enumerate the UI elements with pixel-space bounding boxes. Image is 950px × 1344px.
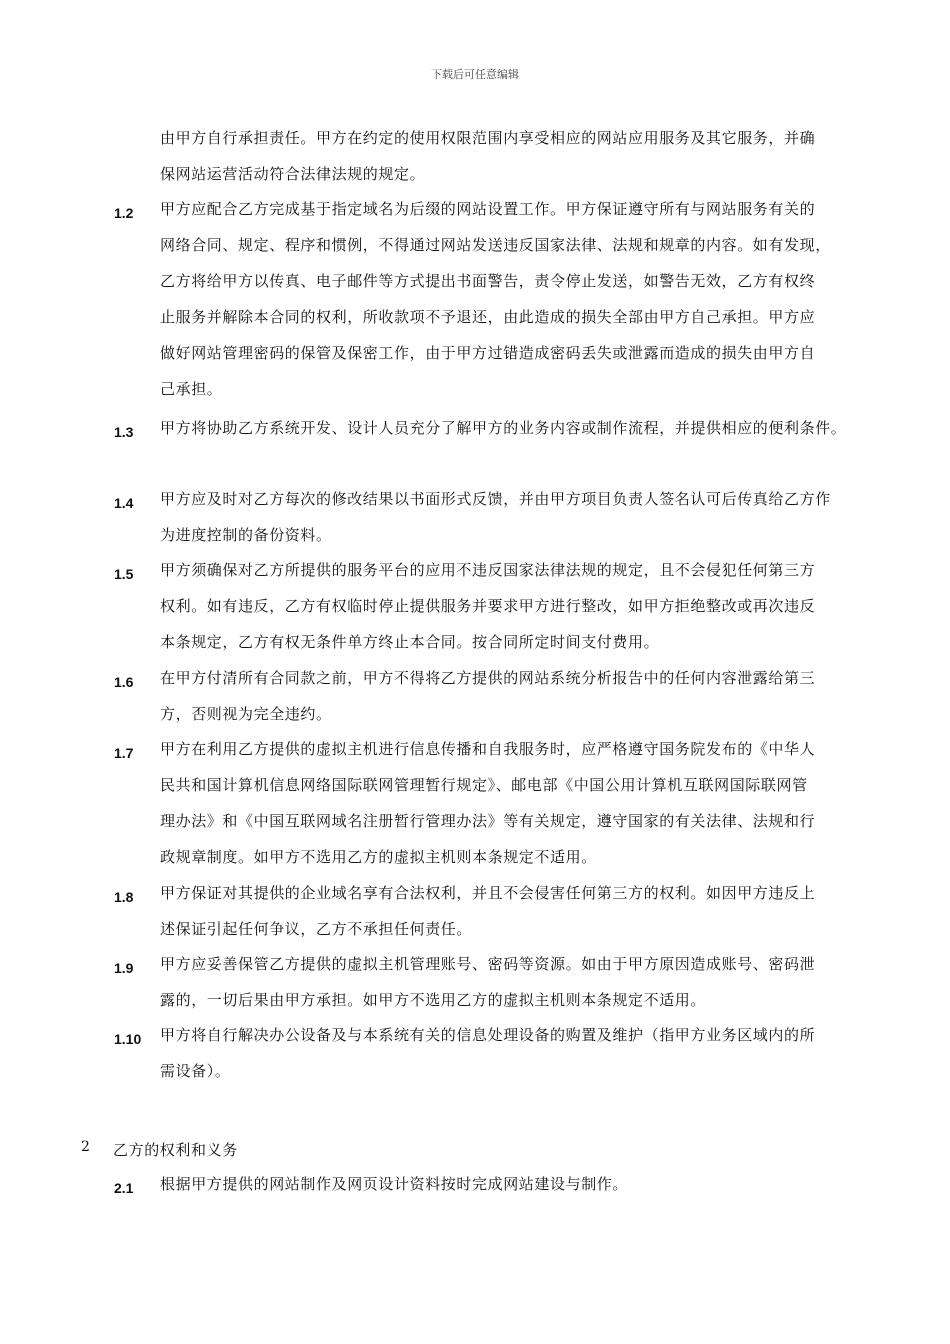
clause-line: 网络合同、规定、程序和惯例，不得通过网站发送违反国家法律、法规和规章的内容。如有发现， — [160, 236, 831, 254]
clause-number: 1.10 — [114, 1031, 142, 1047]
clause-number: 1.2 — [114, 205, 134, 221]
clause-line: 理办法》和《中国互联网域名注册暂行管理办法》等有关规定，遵守国家的有关法律、法规和行 — [160, 812, 816, 830]
clause-line: 述保证引起任何争议，乙方不承担任何责任。 — [160, 920, 473, 938]
clause-line: 根据甲方提供的网站制作及网页设计资料按时完成网站建设与制作。 — [160, 1175, 629, 1193]
clause-number: 1.9 — [114, 960, 134, 976]
clause-line: 做好网站管理密码的保管及保密工作，由于甲方过错造成密码丢失或泄露而造成的损失由甲方自 — [160, 344, 816, 362]
clause-number: 1.3 — [114, 424, 134, 440]
clause-line: 本条规定，乙方有权无条件单方终止本合同。按合同所定时间支付费用。 — [160, 633, 660, 651]
clause-line: 民共和国计算机信息网络国际联网管理暂行规定》、邮电部《中国公用计算机互联网国际联网管 — [160, 776, 808, 794]
clause-line: 权利。如有违反，乙方有权临时停止提供服务并要求甲方进行整改，如甲方拒绝整改或再次违反 — [160, 597, 816, 615]
clause-number: 1.7 — [114, 745, 134, 761]
clause-line: 露的，一切后果由甲方承担。如甲方不选用乙方的虚拟主机则本条规定不适用。 — [160, 991, 707, 1009]
clause-line: 甲方应及时对乙方每次的修改结果以书面形式反馈，并由甲方项目负责人签名认可后传真给乙方作 — [160, 490, 831, 508]
page-header: 下载后可任意编辑 — [431, 68, 519, 81]
clause-line: 方，否则视为完全违约。 — [160, 705, 332, 723]
clause-number: 1.4 — [114, 495, 134, 511]
clause-number: 1.5 — [114, 566, 134, 582]
clause-line: 甲方须确保对乙方所提供的服务平台的应用不违反国家法律法规的规定，且不会侵犯任何第三方 — [160, 561, 816, 579]
clause-line: 为进度控制的备份资料。 — [160, 526, 332, 544]
clause-line: 政规章制度。如甲方不选用乙方的虚拟主机则本条规定不适用。 — [160, 848, 597, 866]
clause-line: 甲方保证对其提供的企业域名享有合法权利，并且不会侵害任何第三方的权利。如因甲方违反上 — [160, 884, 816, 902]
clause-line: 甲方在利用乙方提供的虚拟主机进行信息传播和自我服务时，应严格遵守国务院发布的《中华人 — [160, 740, 816, 758]
clause-line: 甲方将自行解决办公设备及与本系统有关的信息处理设备的购置及维护（指甲方业务区域内的所 — [160, 1026, 816, 1044]
clause-number: 1.8 — [114, 889, 134, 905]
section-number: 2 — [81, 1139, 90, 1155]
clause-line: 甲方将协助乙方系统开发、设计人员充分了解甲方的业务内容或制作流程，并提供相应的便利条件。 — [160, 419, 847, 437]
clause-line: 乙方将给甲方以传真、电子邮件等方式提出书面警告，责令停止发送，如警告无效，乙方有权终 — [160, 272, 816, 290]
clause-line: 己承担。 — [160, 380, 223, 398]
clause-line: 由甲方自行承担责任。甲方在约定的使用权限范围内享受相应的网站应用服务及其它服务，并确 — [160, 129, 816, 147]
clause-line: 需设备）。 — [160, 1062, 231, 1080]
clause-line: 止服务并解除本合同的权利，所收款项不予退还，由此造成的损失全部由甲方自己承担。甲方应 — [160, 308, 816, 326]
section-title: 乙方的权利和义务 — [113, 1141, 238, 1159]
clause-line: 甲方应妥善保管乙方提供的虚拟主机管理账号、密码等资源。如由于甲方原因造成账号、密码泄 — [160, 955, 816, 973]
clause-number: 1.6 — [114, 674, 134, 690]
clause-line: 在甲方付清所有合同款之前，甲方不得将乙方提供的网站系统分析报告中的任何内容泄露给第三 — [160, 669, 816, 687]
clause-line: 保网站运营活动符合法律法规的规定。 — [160, 165, 426, 183]
clause-line: 甲方应配合乙方完成基于指定域名为后缀的网站设置工作。甲方保证遵守所有与网站服务有关的 — [160, 200, 816, 218]
clause-number: 2.1 — [114, 1180, 134, 1196]
